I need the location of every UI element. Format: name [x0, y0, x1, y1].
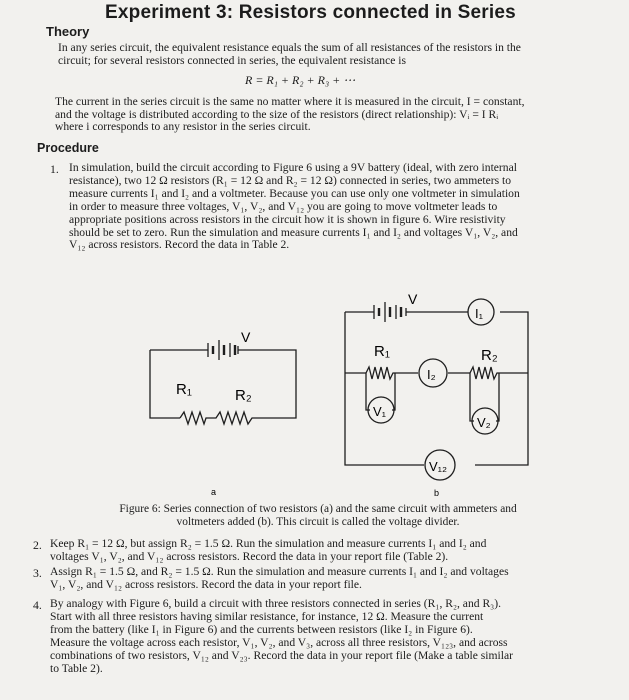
- battery-label: V: [241, 329, 251, 345]
- resistor-r1-icon: [180, 412, 258, 424]
- text-line: V₁, V₂, and V₁₂ across resistors. Record the data in your report file.: [50, 577, 362, 591]
- text-line: where i corresponds to any resistor in the series circuit.: [55, 120, 311, 134]
- voltmeter-v2-label: V₂: [477, 415, 491, 430]
- procedure-heading: Procedure: [37, 141, 99, 155]
- text-line: In any series circuit, the equivalent resistance equals the sum of all resistances of the resistors in the: [58, 41, 521, 54]
- circuit-a: [150, 340, 296, 424]
- text-line: voltages V₁, V₂, and V₁₂ across resistors. Record the data in your report file (Table 2).: [50, 549, 449, 563]
- text-line: resistance), two 12 Ω resistors (R₁ = 12 Ω and R₂ = 12 Ω) connected in series, two ammeters to: [69, 173, 512, 187]
- caption-line: Figure 6: Series connection of two resistors (a) and the same circuit with ammeters and: [119, 503, 517, 515]
- procedure-item-3: [50, 566, 509, 592]
- item-number: 2.: [33, 538, 42, 552]
- battery-icon: [208, 340, 238, 360]
- equivalent-resistance-formula: R = R₁ + R₂ + R₃ + ⋯: [245, 73, 356, 87]
- text-line: to Table 2).: [50, 661, 103, 675]
- ammeter-i2-label: I₂: [427, 367, 436, 382]
- resistor-r2-label: R₂: [235, 387, 252, 404]
- text-line: By analogy with Figure 6, build a circuit with three resistors connected in series (R₁, R₂, and R₃).: [50, 597, 501, 610]
- figure-caption: [103, 503, 533, 529]
- text-line: V₁₂ across resistors. Record the data in Table 2.: [69, 238, 290, 252]
- text-line: appropriate positions across resistors in the circuit how it is shown in figure 6. Wire resistivity: [69, 212, 506, 226]
- text-line: combinations of two resistors, V₁₂ and V₂₃. Record the data in your report file (Make a table similar: [50, 648, 513, 662]
- battery-label: V: [408, 291, 418, 307]
- text-line: The current in the series circuit is the same no matter where it is measured in the circuit, I = constant,: [55, 95, 525, 108]
- circuit-b-wires: [345, 312, 528, 465]
- text-line: measure currents I₁ and I₂ and a voltmeter. Because you can use only one voltmeter in simulation: [69, 186, 520, 200]
- caption-line: voltmeters added (b). This circuit is called the voltage divider.: [176, 516, 460, 528]
- theory-heading: Theory: [46, 24, 90, 39]
- battery-icon: [374, 302, 406, 322]
- figure-b-label: b: [434, 488, 440, 498]
- text-line: Start with all three resistors having similar resistance, for instance, 12 Ω. Measure the current: [50, 609, 484, 623]
- resistor-r1-label: R₁: [176, 381, 192, 398]
- text-line: Keep R₁ = 12 Ω, but assign R₂ = 1.5 Ω. Run the simulation and measure currents I₁ and I₂ and: [50, 537, 487, 550]
- text-line: Measure the voltage across each resistor, V₁, V₂, and V₃, across all three resistors, V₁₂₃, and across: [50, 635, 508, 649]
- procedure-item-2: [50, 538, 486, 564]
- resistor-r1-label: R₁: [374, 343, 390, 360]
- circuit-a-wires: [150, 350, 296, 418]
- page-title: Experiment 3: Resistors connected in Series: [105, 2, 516, 23]
- text-line: should be set to zero. Run the simulation and measure currents I₁ and I₂ and voltages V₁, V₂, and: [69, 225, 518, 239]
- resistor-r2-icon: [470, 367, 499, 379]
- ammeter-i1-label: I₁: [475, 306, 483, 321]
- item-number: 1.: [50, 162, 59, 176]
- voltmeter-v12-label: V₁₂: [429, 459, 448, 474]
- item-number: 3.: [33, 566, 42, 580]
- text-line: In simulation, build the circuit according to Figure 6 using a 9V battery (ideal, with zero internal: [69, 161, 517, 174]
- procedure-item-4: [50, 598, 513, 675]
- text-line: from the battery (like I₁ in Figure 6) and the currents between resistors (like I₂ in Figure 6).: [50, 622, 473, 636]
- text-line: Assign R₁ = 1.5 Ω, and R₂ = 1.5 Ω. Run the simulation and measure currents I₁ and I₂ and voltages: [50, 565, 509, 578]
- figure-a-label: a: [211, 487, 217, 497]
- resistor-r2-label: R₂: [481, 347, 498, 364]
- text-line: and the voltage is distributed according to the size of the resistors (direct relationship): Vᵢ = I Rᵢ: [55, 107, 499, 121]
- voltmeter-v1-label: V₁: [373, 404, 387, 419]
- text-line: in order to measure three voltages, V₁, V₂, and V₁₂ you are going to move voltmeter leads to: [69, 199, 498, 213]
- resistor-r1-icon: [366, 367, 395, 379]
- item-number: 4.: [33, 598, 42, 612]
- circuit-b: [345, 299, 528, 480]
- text-line: circuit; for several resistors connected in series, the equivalent resistance is: [58, 53, 407, 67]
